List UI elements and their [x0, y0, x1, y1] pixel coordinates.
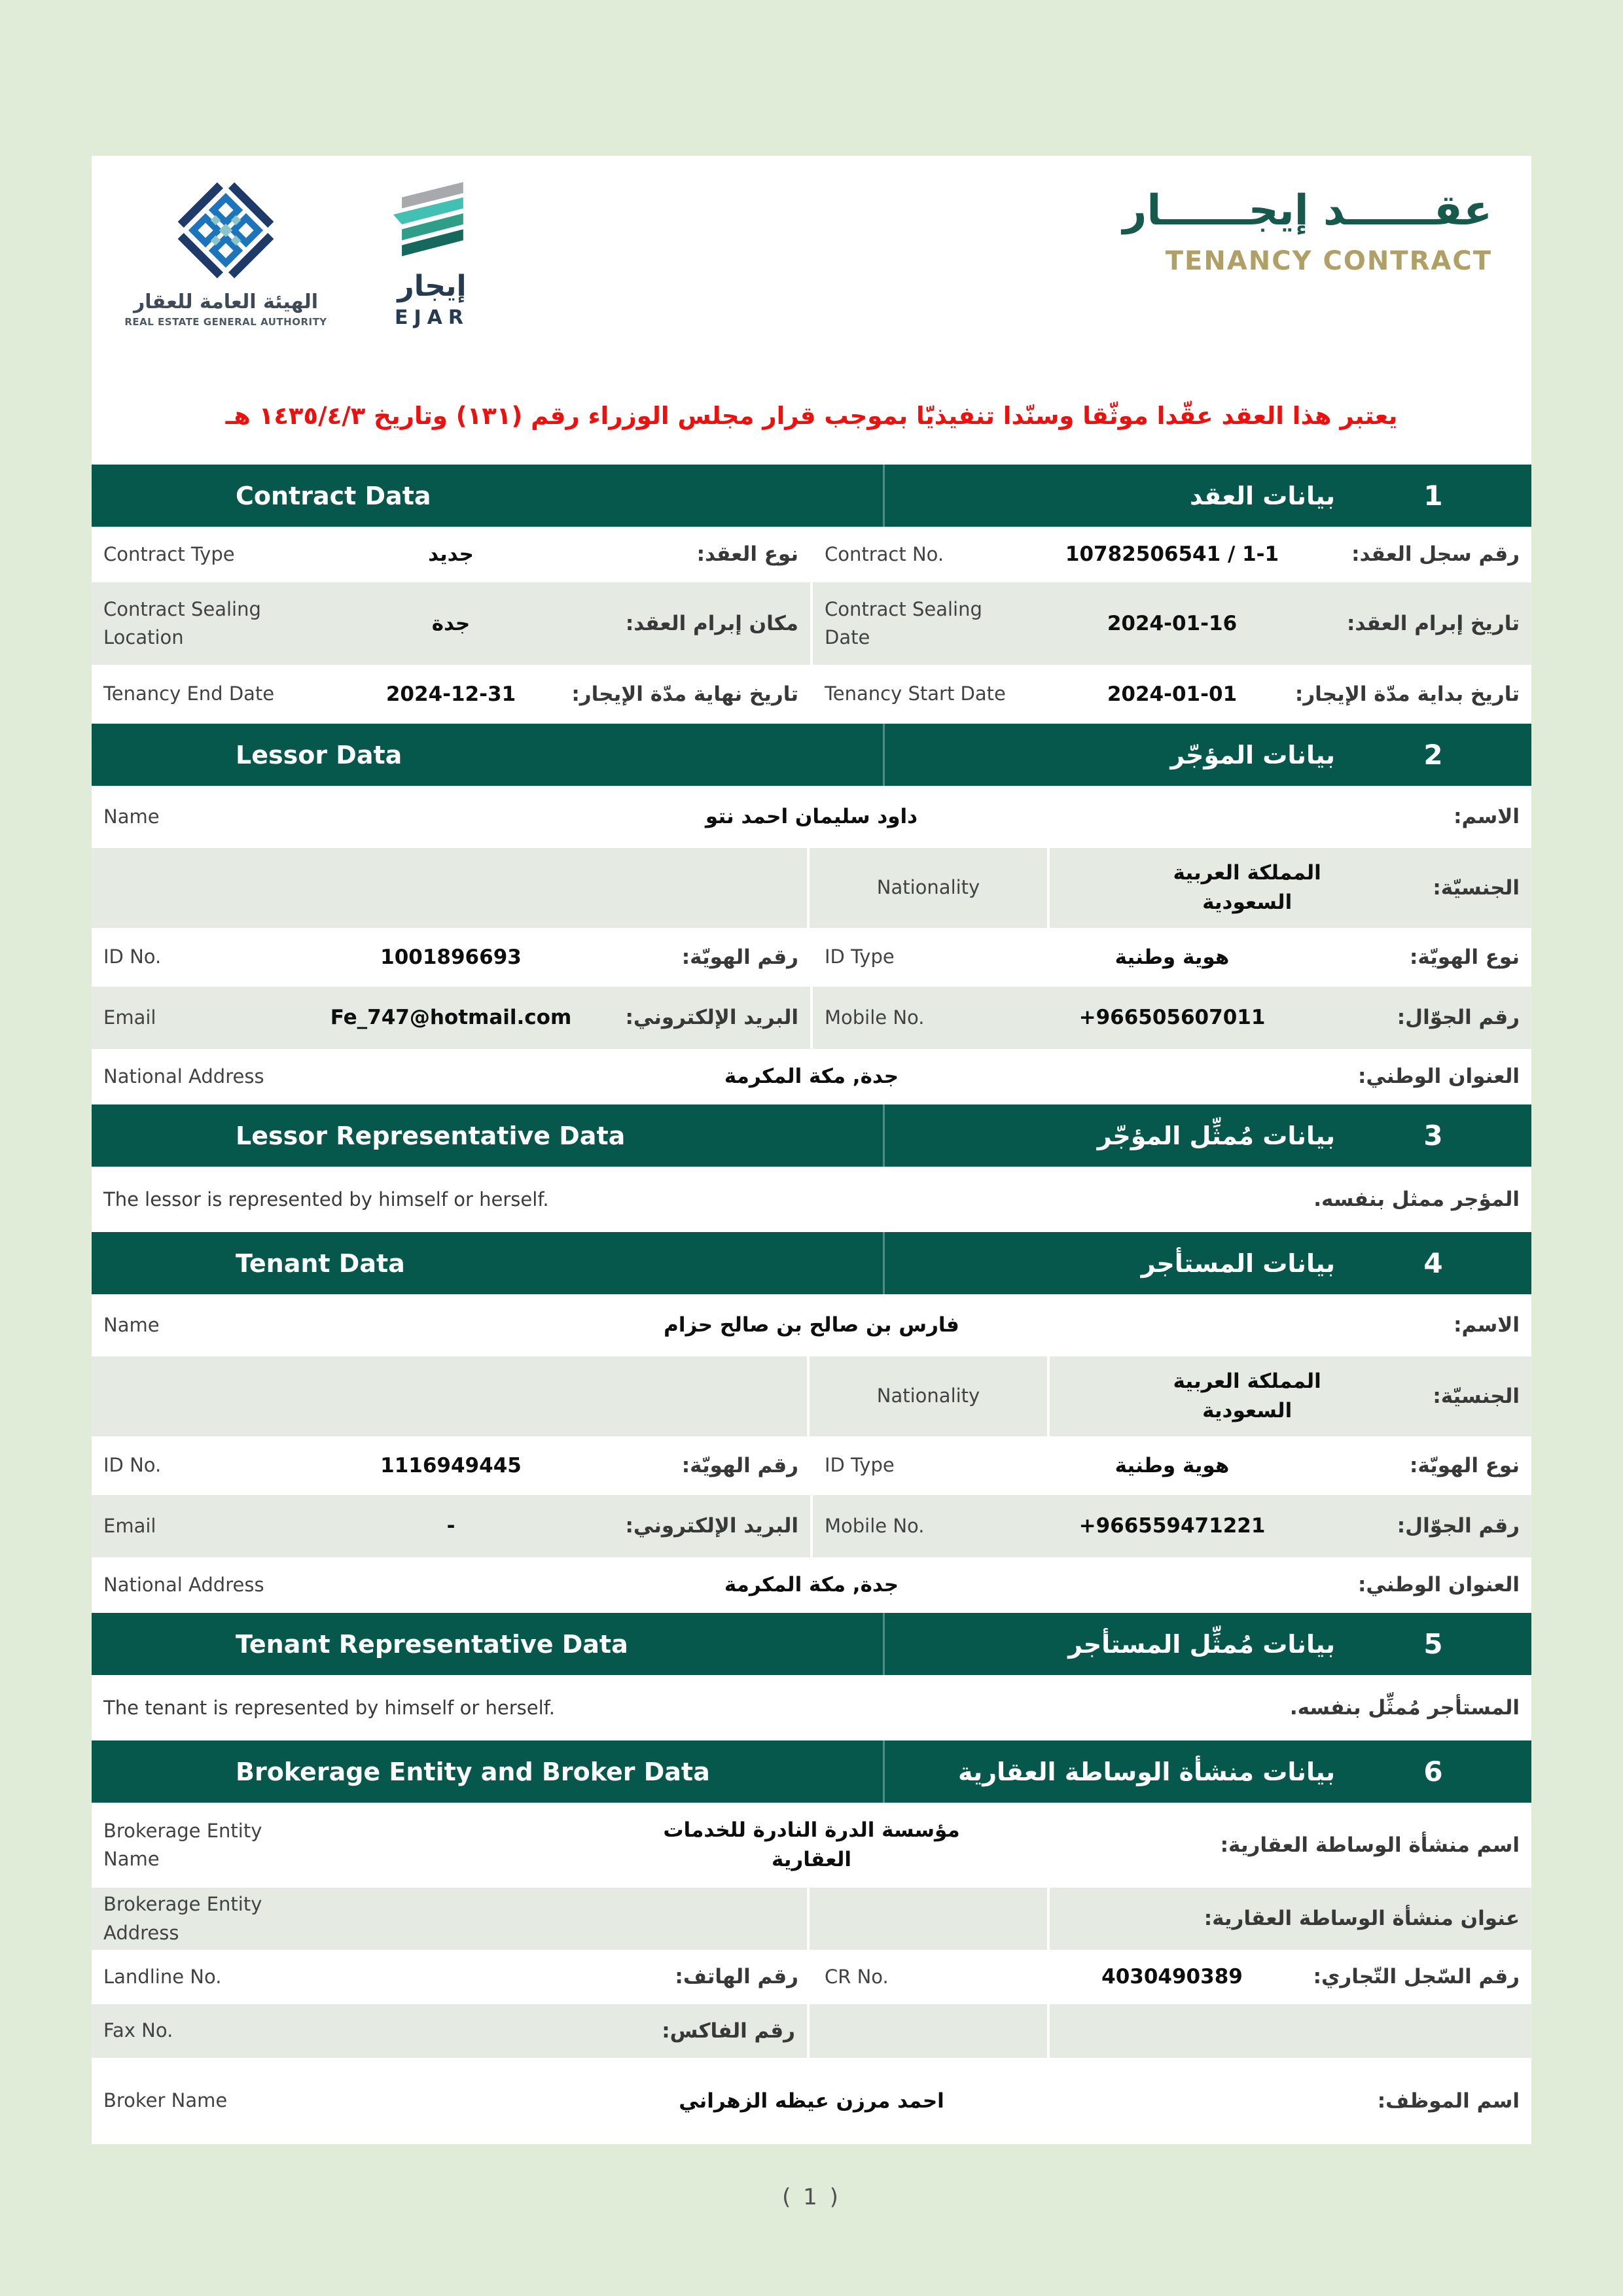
- field-value: 1116949445: [380, 1453, 522, 1477]
- note-text-ar: المؤجر ممثل بنفسه.: [1313, 1188, 1520, 1211]
- section-header-brokerage-data: [92, 1740, 1531, 1803]
- field-label-ar: عنوان منشأة الوساطة العقارية:: [1204, 1907, 1520, 1931]
- section-header-lessor-data: [92, 724, 1531, 786]
- field-label-ar: الاسم:: [1454, 805, 1520, 829]
- section-number: 4: [1423, 1247, 1443, 1279]
- field-label-ar: الاسم:: [1454, 1313, 1520, 1337]
- section-title-en: Tenant Representative Data: [236, 1629, 628, 1659]
- section-number: 2: [1423, 739, 1443, 771]
- table-row-broker-name: [92, 2058, 1531, 2144]
- field-value: 4030490389: [1101, 1965, 1243, 1989]
- field-value: جدة, مكة المكرمة: [724, 1065, 899, 1089]
- field-label-en: Contract Sealing Location: [103, 597, 261, 648]
- field-label-en: Mobile No.: [825, 1006, 925, 1029]
- field-label-ar: نوع الهويّة:: [1409, 1453, 1520, 1477]
- field-label-en: National Address: [103, 1573, 264, 1596]
- field-value: +966505607011: [1079, 1006, 1266, 1030]
- field-value: احمد مرزن عيظه الزهراني: [679, 2089, 944, 2113]
- field-label-ar: اسم الموظف:: [1377, 2089, 1520, 2113]
- field-label-ar: مكان إبرام العقد:: [625, 611, 798, 635]
- field-value: 1001896693: [380, 945, 522, 969]
- field-label-en: Tenancy Start Date: [825, 682, 1006, 705]
- field-label-en: ID No.: [103, 1454, 162, 1477]
- section-title-ar: بيانات المؤجّر: [1170, 740, 1335, 769]
- field-label-ar: الجنسيّة:: [1433, 875, 1520, 900]
- section-number: 5: [1423, 1628, 1443, 1660]
- field-value: داود سليمان احمد نتو: [705, 805, 918, 829]
- field-label-en: Tenancy End Date: [103, 682, 275, 705]
- table-row-sealing: [92, 582, 1531, 665]
- section-title-en: Tenant Data: [236, 1248, 405, 1278]
- field-value: مؤسسة الدرة النادرة للخدمات العقارية: [663, 1818, 960, 1871]
- section-title-ar: بيانات مُمثِّل المستأجر: [1068, 1629, 1335, 1659]
- field-label-ar: نوع الهويّة:: [1409, 945, 1520, 969]
- document-header: [92, 156, 1531, 366]
- table-row-fax: [92, 2004, 1531, 2058]
- field-label-en: Nationality: [876, 876, 980, 899]
- field-label-en: ID No.: [103, 945, 162, 968]
- table-row-brokerage-entity-name: [92, 1803, 1531, 1888]
- table-row-lessor-nationality: [92, 848, 1531, 928]
- tenant-representative-note-row: [92, 1675, 1531, 1740]
- field-value: جدة, مكة المكرمة: [724, 1573, 899, 1597]
- note-text-en: The tenant is represented by himself or herself.: [103, 1697, 555, 1719]
- note-text-ar: المستأجر مُمثِّل بنفسه.: [1289, 1696, 1520, 1720]
- field-label-ar: الجنسيّة:: [1433, 1384, 1520, 1408]
- legal-disclaimer-text: يعتبر هذا العقد عقّدا موثّقا وسنّدا تنفيذيّا بموجب قرار مجلس الوزراء رقم (١٣١) وتاريخ ١٤٣٥/٤/٣ هـ: [225, 401, 1398, 430]
- section-header-lessor-representative: [92, 1104, 1531, 1167]
- rega-name-english: REAL ESTATE GENERAL AUTHORITY: [124, 316, 327, 328]
- logos-block: [118, 174, 494, 329]
- section-title-ar: بيانات مُمثِّل المؤجّر: [1097, 1121, 1335, 1150]
- field-label-en: Email: [103, 1006, 156, 1029]
- field-label-ar: رقم الجوّال:: [1397, 1514, 1520, 1538]
- table-row-tenancy-dates: [92, 665, 1531, 724]
- field-value: 10782506541 / 1-1: [1065, 542, 1279, 567]
- document-title-arabic: عقــــــد إيجــــــار: [1122, 186, 1492, 235]
- note-text-en: The lessor is represented by himself or herself.: [103, 1188, 549, 1210]
- lessor-representative-note-row: [92, 1167, 1531, 1232]
- table-row-tenant-name: [92, 1294, 1531, 1356]
- page-number: ( 1 ): [782, 2184, 841, 2210]
- field-value: جدة: [431, 611, 471, 635]
- rega-name-arabic: الهيئة العامة للعقار: [133, 291, 318, 313]
- field-value: جديد: [428, 542, 474, 567]
- section-title-en: Lessor Representative Data: [236, 1121, 626, 1150]
- field-label-ar: رقم السّجل التّجاري:: [1313, 1965, 1520, 1989]
- field-label-en: Nationality: [876, 1385, 980, 1407]
- table-row-brokerage-entity-address: [92, 1888, 1531, 1950]
- field-value: المملكة العربية السعودية: [1173, 1369, 1321, 1422]
- field-label-ar: رقم الجوّال:: [1397, 1006, 1520, 1030]
- ejar-name-arabic: إيجار: [397, 270, 467, 303]
- field-label-ar: اسم منشأة الوساطة العقارية:: [1220, 1833, 1520, 1857]
- rega-diamond-icon: [118, 174, 334, 287]
- table-row-lessor-address: [92, 1049, 1531, 1104]
- field-label-en: Landline No.: [103, 1965, 222, 1988]
- field-value: +966559471221: [1079, 1514, 1266, 1538]
- contract-page-card: [92, 156, 1531, 2144]
- section-number: 1: [1423, 480, 1443, 512]
- field-label-en: ID Type: [825, 945, 895, 968]
- field-value: فارس بن صالح بن صالح حزام: [664, 1313, 959, 1337]
- field-label-en: Brokerage Entity Address: [103, 1893, 262, 1944]
- document-title-block: [1123, 187, 1493, 276]
- field-value: -: [446, 1514, 455, 1538]
- field-label-ar: رقم سجل العقد:: [1351, 542, 1520, 567]
- field-label-en: Brokerage Entity Name: [103, 1819, 262, 1870]
- ejar-name-english: EJAR: [395, 306, 469, 329]
- section-header-contract-data: [92, 465, 1531, 527]
- ejar-stripes-icon: [370, 174, 494, 272]
- section-title-ar: بيانات المستأجر: [1141, 1248, 1335, 1278]
- section-title-ar: بيانات العقد: [1189, 481, 1335, 510]
- section-number: 6: [1423, 1756, 1443, 1788]
- table-row-tenant-contact: [92, 1495, 1531, 1557]
- field-label-en: ID Type: [825, 1454, 895, 1477]
- field-label-en: Name: [103, 1313, 160, 1336]
- table-row-lessor-contact: [92, 987, 1531, 1049]
- rega-logo: [118, 174, 334, 328]
- table-row-tenant-id: [92, 1436, 1531, 1495]
- field-label-en: Fax No.: [103, 2019, 173, 2042]
- field-label-ar: تاريخ بداية مدّة الإيجار:: [1294, 682, 1520, 706]
- field-value: المملكة العربية السعودية: [1173, 861, 1321, 914]
- field-label-en: Name: [103, 805, 160, 828]
- field-label-en: CR No.: [825, 1965, 889, 1988]
- section-title-ar: بيانات منشأة الوساطة العقارية: [957, 1757, 1335, 1786]
- field-value: 2024-01-01: [1107, 682, 1238, 706]
- field-value: هوية وطنية: [1115, 945, 1230, 969]
- field-label-en: Mobile No.: [825, 1514, 925, 1537]
- table-row-contract-no-type: [92, 527, 1531, 582]
- field-label-ar: البريد الإلكتروني:: [625, 1006, 798, 1030]
- field-label-ar: تاريخ نهاية مدّة الإيجار:: [571, 682, 798, 706]
- field-label-ar: العنوان الوطني:: [1357, 1065, 1520, 1089]
- section-header-tenant-representative: [92, 1613, 1531, 1675]
- disclaimer-row: [92, 366, 1531, 465]
- field-label-ar: رقم الهاتف:: [675, 1965, 798, 1989]
- section-number: 3: [1423, 1120, 1443, 1152]
- field-value: 2024-12-31: [385, 682, 516, 706]
- section-title-en: Lessor Data: [236, 740, 402, 769]
- field-label-en: Broker Name: [103, 2089, 228, 2112]
- field-label-ar: البريد الإلكتروني:: [625, 1514, 798, 1538]
- field-label-en: National Address: [103, 1065, 264, 1087]
- table-row-cr-landline: [92, 1950, 1531, 2004]
- field-label-ar: رقم الهويّة:: [681, 945, 798, 969]
- field-label-ar: تاريخ إبرام العقد:: [1347, 611, 1520, 635]
- field-label-ar: العنوان الوطني:: [1357, 1573, 1520, 1597]
- table-row-tenant-address: [92, 1557, 1531, 1613]
- field-value: 2024-01-16: [1107, 611, 1238, 635]
- section-title-en: Brokerage Entity and Broker Data: [236, 1757, 710, 1786]
- table-row-lessor-name: [92, 786, 1531, 848]
- section-title-en: Contract Data: [236, 481, 431, 510]
- field-label-ar: رقم الهويّة:: [681, 1453, 798, 1477]
- field-label-en: Contract No.: [825, 542, 944, 565]
- field-value: هوية وطنية: [1115, 1453, 1230, 1477]
- field-label-en: Contract Sealing Date: [825, 597, 982, 648]
- section-header-tenant-data: [92, 1232, 1531, 1294]
- table-row-tenant-nationality: [92, 1356, 1531, 1436]
- ejar-logo: [370, 174, 494, 329]
- field-label-en: Email: [103, 1514, 156, 1537]
- table-row-lessor-id: [92, 928, 1531, 987]
- field-label-ar: رقم الفاكس:: [662, 2019, 795, 2043]
- field-label-en: Contract Type: [103, 542, 235, 565]
- document-title-english: TENANCY CONTRACT: [1165, 245, 1492, 276]
- field-value: Fe_747@hotmail.com: [330, 1006, 572, 1030]
- field-label-ar: نوع العقد:: [696, 542, 798, 567]
